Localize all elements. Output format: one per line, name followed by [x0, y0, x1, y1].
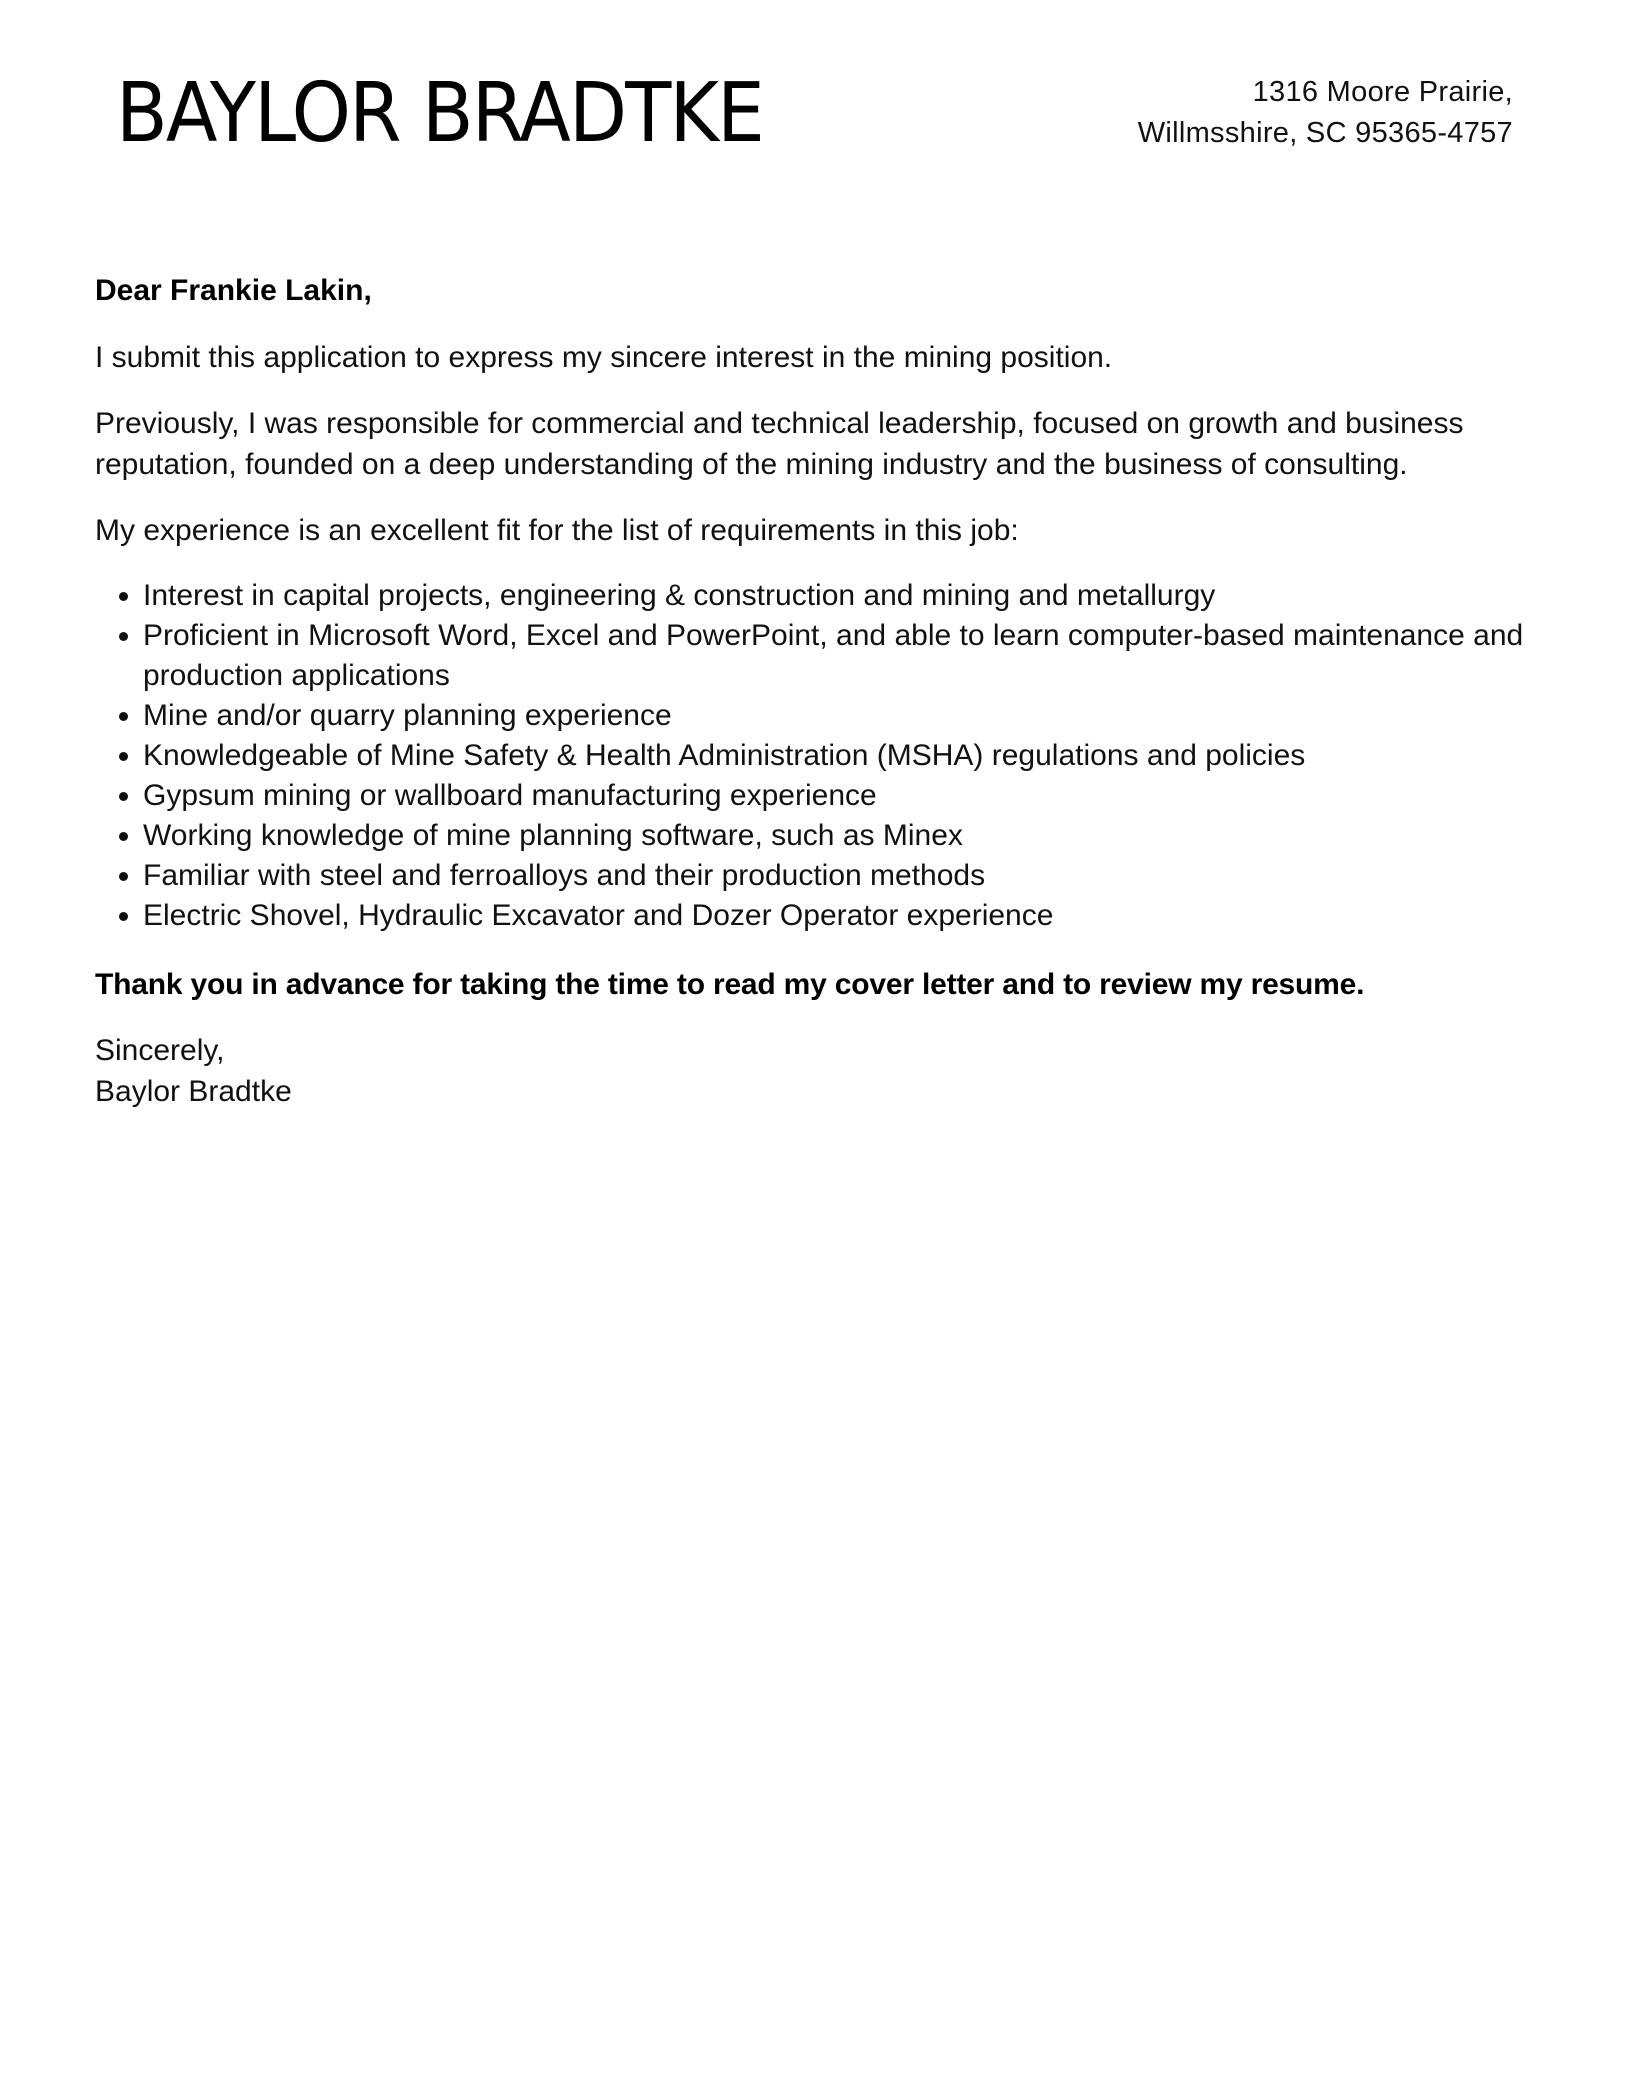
requirement-text: Knowledgeable of Mine Safety & Health Administration (MSHA) regulations and policies	[143, 739, 1306, 772]
list-item	[95, 816, 1545, 856]
letter-header	[0, 0, 1632, 170]
requirement-text: Interest in capital projects, engineering & construction and mining and metallurgy	[143, 579, 1216, 612]
requirement-text: Electric Shovel, Hydraulic Excavator and Dozer Operator experience	[143, 899, 1054, 932]
list-item	[95, 896, 1545, 936]
bullet-icon	[119, 872, 128, 881]
signoff: Sincerely,	[95, 1034, 225, 1067]
requirements-intro: My experience is an excellent fit for the list of requirements in this job:	[95, 514, 1019, 547]
requirement-text: Working knowledge of mine planning software, such as Minex	[143, 819, 963, 852]
intro-paragraph: I submit this application to express my sincere interest in the mining position.	[95, 341, 1113, 374]
list-item	[95, 856, 1545, 896]
list-item	[95, 736, 1545, 776]
list-item	[95, 616, 1545, 696]
greeting: Dear Frankie Lakin,	[95, 274, 372, 307]
bullet-icon	[119, 712, 128, 721]
bullet-icon	[119, 912, 128, 921]
list-item	[95, 696, 1545, 736]
signature: Baylor Bradtke	[95, 1075, 292, 1108]
bullet-icon	[119, 752, 128, 761]
requirements-list	[95, 576, 1545, 936]
bullet-icon	[119, 832, 128, 841]
address-line-2: Willmsshire, SC 95365-4757	[1137, 117, 1513, 149]
address-line-1: 1316 Moore Prairie,	[1252, 76, 1513, 108]
applicant-name: BAYLOR BRADTKE	[116, 66, 763, 161]
list-item	[95, 576, 1545, 616]
requirement-text: Familiar with steel and ferroalloys and their production methods	[143, 859, 986, 892]
requirement-text: Proficient in Microsoft Word, Excel and PowerPoint, and able to learn computer-based maintenance and production applications	[143, 619, 1524, 692]
requirement-text: Mine and/or quarry planning experience	[143, 699, 672, 732]
closing-statement: Thank you in advance for taking the time to read my cover letter and to review my resume.	[95, 968, 1365, 1001]
list-item	[95, 776, 1545, 816]
requirement-text: Gypsum mining or wallboard manufacturing experience	[143, 779, 877, 812]
signoff-block	[95, 1030, 1545, 1112]
bullet-icon	[119, 632, 128, 641]
experience-paragraph: Previously, I was responsible for commercial and technical leadership, focused on growth and business reputation, founded on a deep understanding of the mining industry and the business of consulting.	[95, 407, 1464, 481]
letter-body	[95, 270, 1545, 1112]
applicant-address	[1138, 72, 1513, 154]
bullet-icon	[119, 792, 128, 801]
bullet-icon	[119, 592, 128, 601]
